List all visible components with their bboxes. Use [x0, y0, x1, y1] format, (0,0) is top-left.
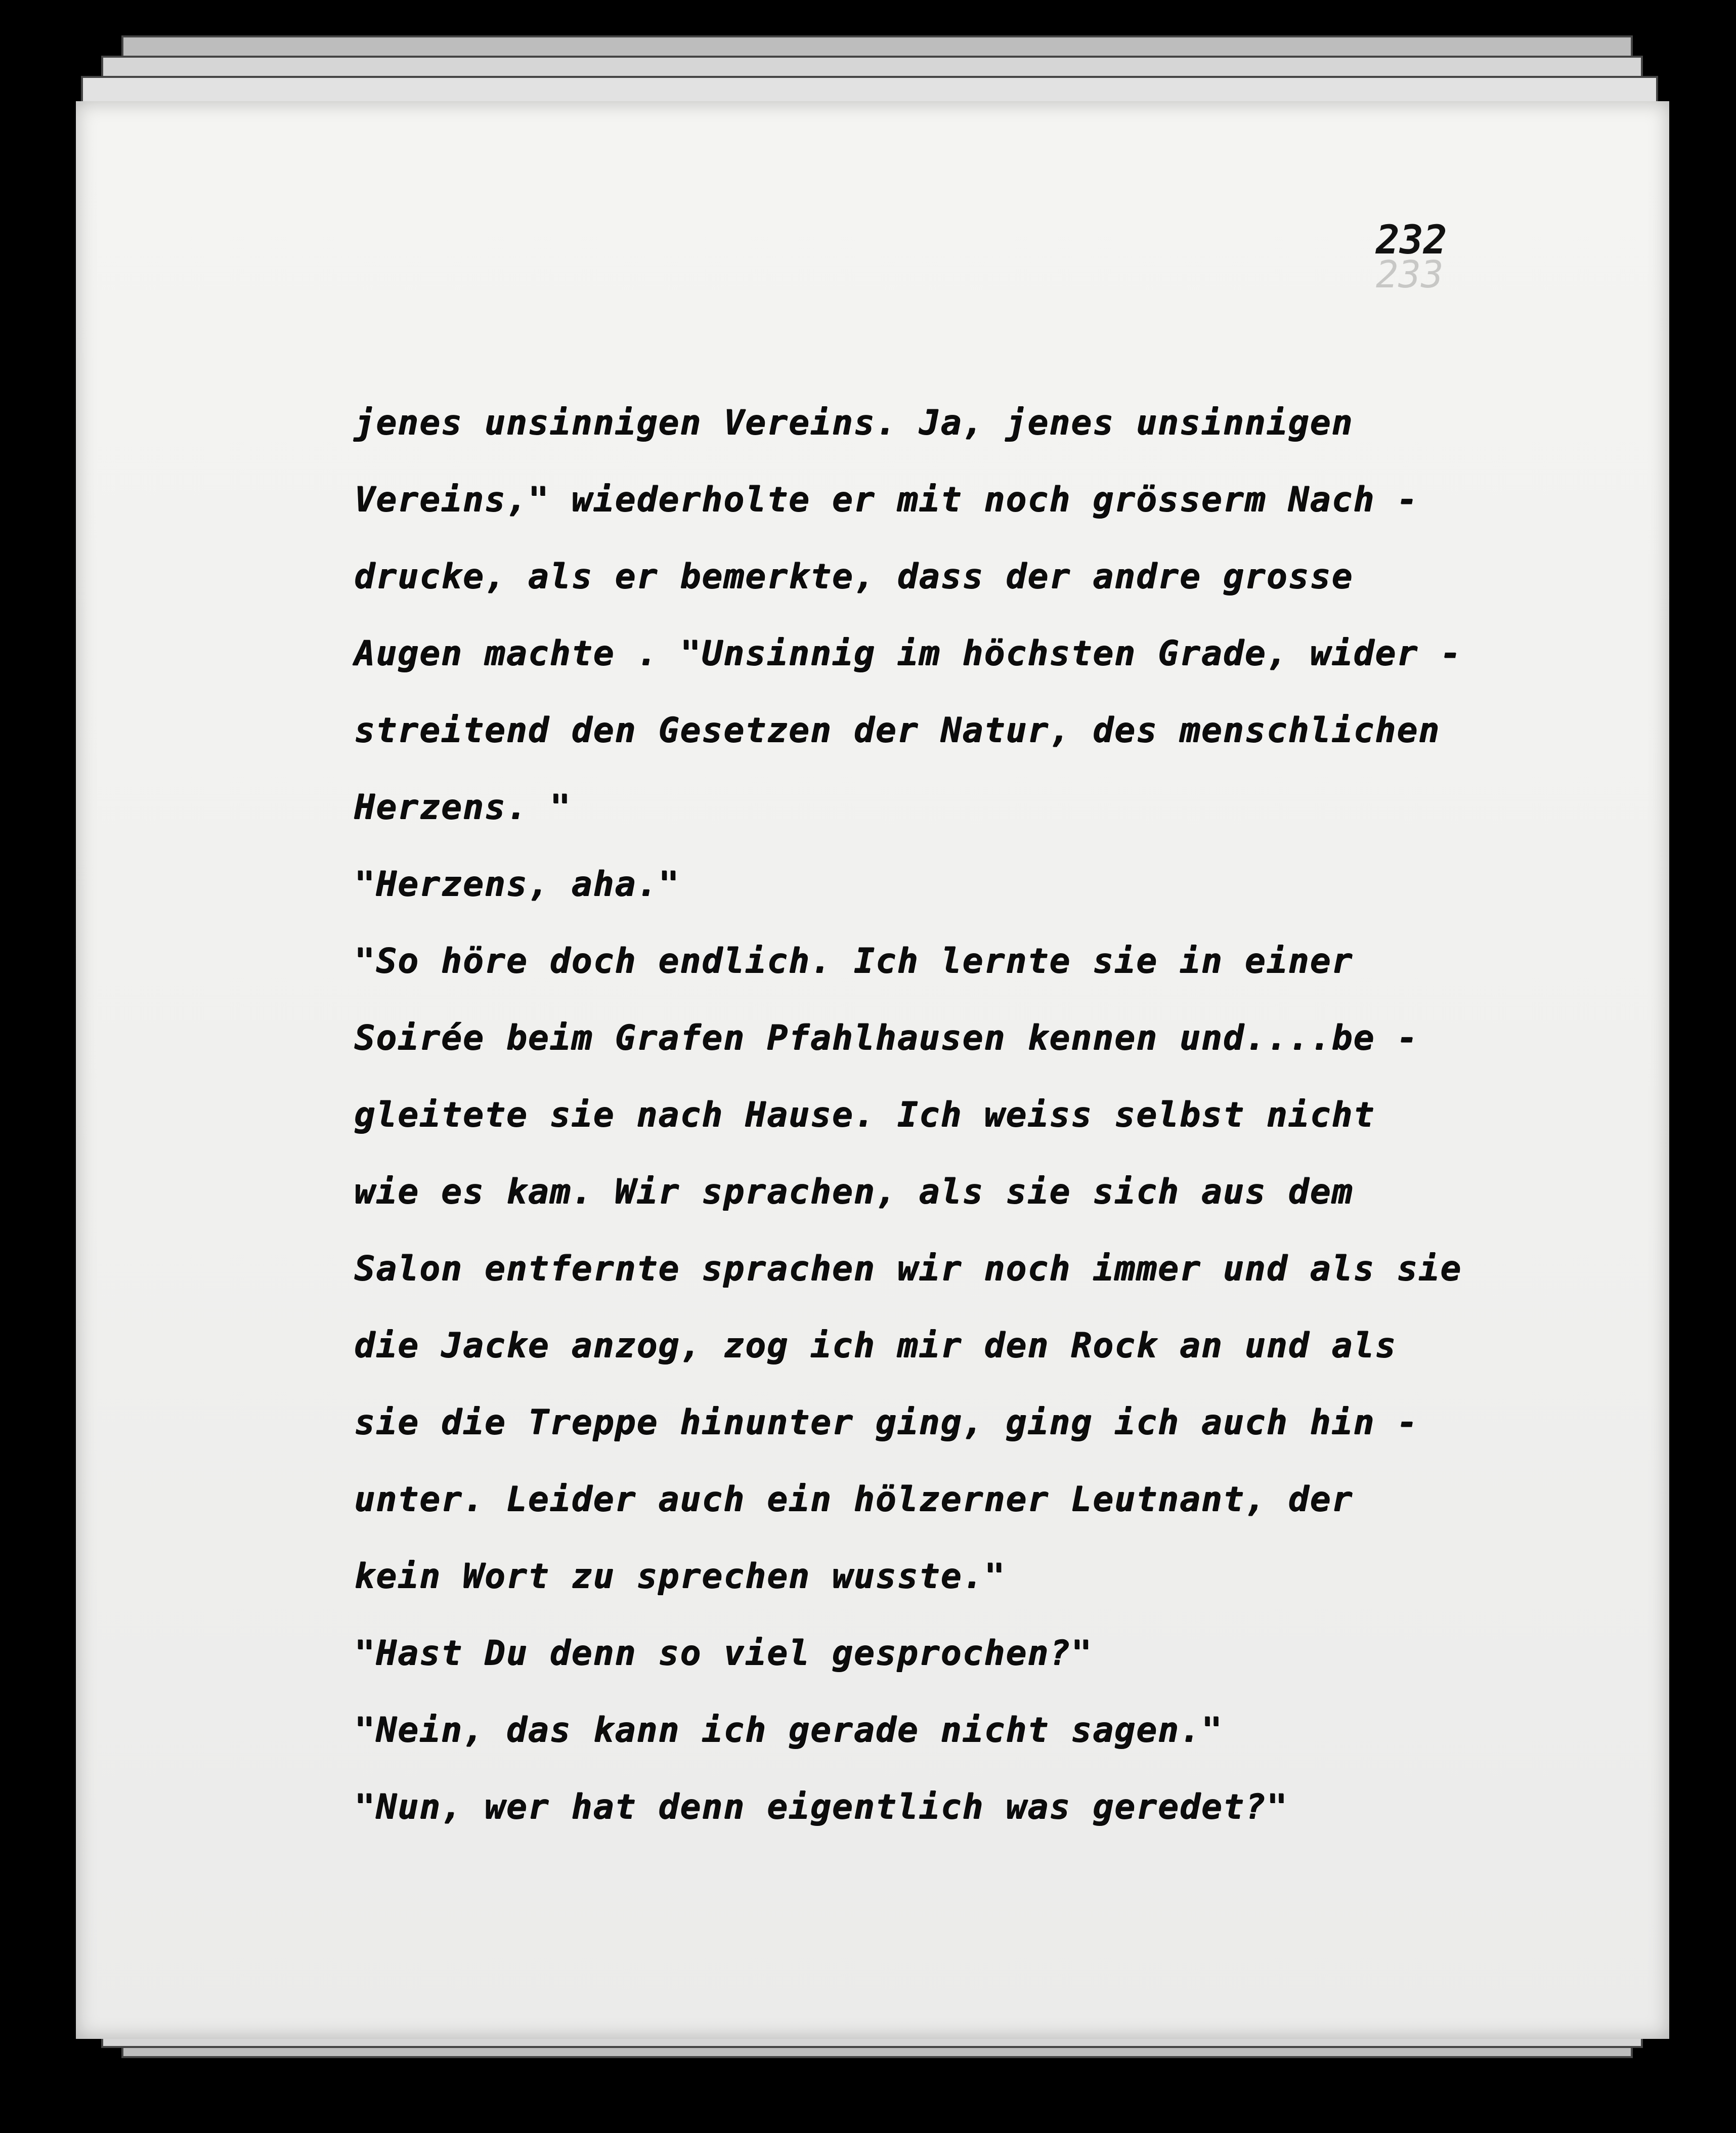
- text-line: Herzens. ": [354, 787, 572, 827]
- text-line: jenes unsinnigen Vereins. Ja, jenes unsinnigen: [354, 403, 1354, 443]
- text-line: "Hast Du denn so viel gesprochen?": [354, 1633, 1093, 1673]
- text-line: wie es kam. Wir sprachen, als sie sich aus dem: [354, 1172, 1354, 1212]
- text-line: Vereins," wiederholte er mit noch grösserm Nach -: [354, 480, 1419, 520]
- text-line: kein Wort zu sprechen wusste.": [354, 1556, 1006, 1596]
- text-line: gleitete sie nach Hause. Ich weiss selbst nicht: [354, 1095, 1375, 1135]
- text-line: streitend den Gesetzen der Natur, des menschlichen: [354, 710, 1440, 750]
- text-line: sie die Treppe hinunter ging, ging ich auch hin -: [354, 1402, 1419, 1442]
- text-line: Salon entfernte sprachen wir noch immer und als sie: [354, 1249, 1462, 1289]
- text-line: "Nun, wer hat denn eigentlich was geredet?": [354, 1787, 1288, 1827]
- page-number: 232: [1376, 218, 1447, 263]
- text-line: drucke, als er bemerkte, dass der andre grosse: [354, 557, 1354, 596]
- text-line: die Jacke anzog, zog ich mir den Rock an und als: [354, 1326, 1397, 1366]
- text-line: unter. Leider auch ein hölzerner Leutnant, der: [354, 1479, 1354, 1519]
- typewritten-text: [354, 385, 1593, 1846]
- page-number-ghost: 233: [1376, 253, 1444, 296]
- text-line: Augen machte . "Unsinnig im höchsten Grade, wider -: [354, 633, 1462, 673]
- text-line: "Nein, das kann ich gerade nicht sagen.": [354, 1710, 1223, 1750]
- text-line: "So höre doch endlich. Ich lernte sie in einer: [354, 941, 1354, 981]
- text-line: Soirée beim Grafen Pfahlhausen kennen und....be -: [354, 1018, 1419, 1058]
- text-line: "Herzens, aha.": [354, 864, 680, 904]
